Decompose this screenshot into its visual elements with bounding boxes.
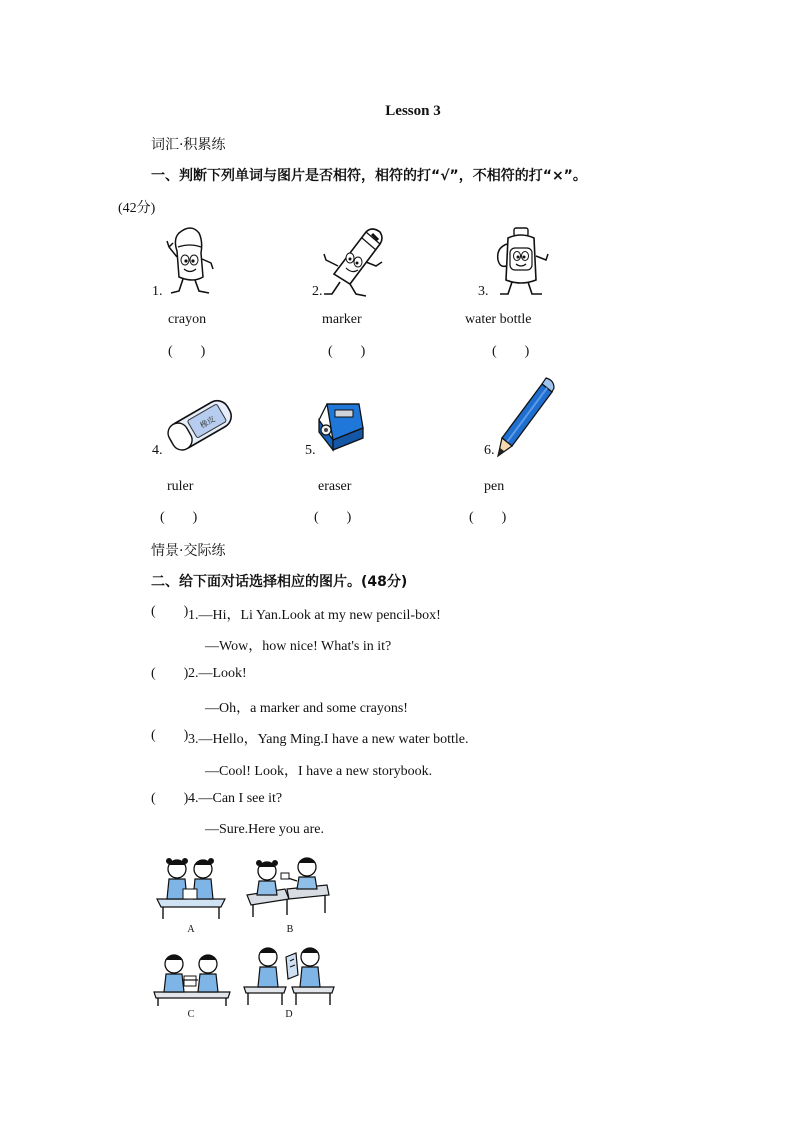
item-3-number: 3. bbox=[478, 284, 489, 299]
picture-a-illustration bbox=[155, 855, 227, 921]
dialogue-2-answer-blank[interactable]: ( ) bbox=[151, 666, 189, 681]
picture-b-label: B bbox=[286, 924, 294, 935]
pencil-icon bbox=[494, 376, 558, 458]
item-1-number: 1. bbox=[152, 284, 163, 299]
item-4-word: ruler bbox=[167, 479, 194, 494]
item-4-answer-blank[interactable]: ( ) bbox=[160, 510, 198, 525]
item-1-word: crayon bbox=[168, 312, 207, 327]
section1-score: (42分) bbox=[118, 201, 156, 216]
item-3-word: water bottle bbox=[465, 312, 532, 327]
dialogue-1-line-2: —Wow，how nice! What's in it? bbox=[205, 639, 392, 654]
dialogue-4-line-2: —Sure.Here you are. bbox=[205, 822, 324, 837]
dialogue-3-line-1: 3.—Hello，Yang Ming.I have a new water bottle. bbox=[188, 732, 469, 747]
item-2-answer-blank[interactable]: ( ) bbox=[328, 344, 366, 359]
dialogue-4-line-1: 4.—Can I see it? bbox=[188, 791, 283, 806]
item-4-number: 4. bbox=[152, 443, 163, 458]
item-2-number: 2. bbox=[312, 284, 323, 299]
dialogue-3-answer-blank[interactable]: ( ) bbox=[151, 728, 189, 743]
picture-c-label: C bbox=[187, 1009, 195, 1020]
section2-label: 情景·交际练 bbox=[151, 543, 226, 559]
section2-instruction: 二、给下面对话选择相应的图片。(48分) bbox=[151, 574, 408, 590]
dialogue-2-line-1: 2.—Look! bbox=[188, 666, 247, 681]
picture-d-label: D bbox=[285, 1009, 293, 1020]
section1-label: 词汇·积累练 bbox=[151, 137, 226, 153]
item-3-answer-blank[interactable]: ( ) bbox=[492, 344, 530, 359]
item-6-word: pen bbox=[484, 479, 505, 494]
svg-text:橡皮: 橡皮 bbox=[198, 414, 217, 431]
picture-d-illustration bbox=[242, 943, 336, 1005]
section1-instruction: 一、判断下列单词与图片是否相符，相符的打“√”，不相符的打“×”。 bbox=[151, 168, 587, 184]
item-5-answer-blank[interactable]: ( ) bbox=[314, 510, 352, 525]
picture-b-illustration bbox=[245, 855, 331, 921]
page-title: Lesson 3 bbox=[385, 103, 441, 119]
item-1-answer-blank[interactable]: ( ) bbox=[168, 344, 206, 359]
item-6-answer-blank[interactable]: ( ) bbox=[469, 510, 507, 525]
item-5-number: 5. bbox=[305, 443, 316, 458]
eraser-icon bbox=[163, 393, 237, 457]
marker-character-icon bbox=[322, 226, 390, 298]
item-6-number: 6. bbox=[484, 443, 495, 458]
pencil-sharpener-icon bbox=[315, 400, 367, 452]
dialogue-3-line-2: —Cool! Look，I have a new storybook. bbox=[205, 764, 433, 779]
item-2-word: marker bbox=[322, 312, 362, 327]
dialogue-1-answer-blank[interactable]: ( ) bbox=[151, 604, 189, 619]
dialogue-4-answer-blank[interactable]: ( ) bbox=[151, 791, 189, 806]
picture-c-illustration bbox=[152, 950, 232, 1006]
item-5-word: eraser bbox=[318, 479, 352, 494]
dialogue-1-line-1: 1.—Hi，Li Yan.Look at my new pencil-box! bbox=[188, 608, 441, 623]
water-bottle-character-icon bbox=[490, 226, 554, 298]
picture-a-label: A bbox=[187, 924, 195, 935]
crayon-character-icon bbox=[163, 225, 223, 297]
dialogue-2-line-2: —Oh，a marker and some crayons! bbox=[205, 701, 408, 716]
